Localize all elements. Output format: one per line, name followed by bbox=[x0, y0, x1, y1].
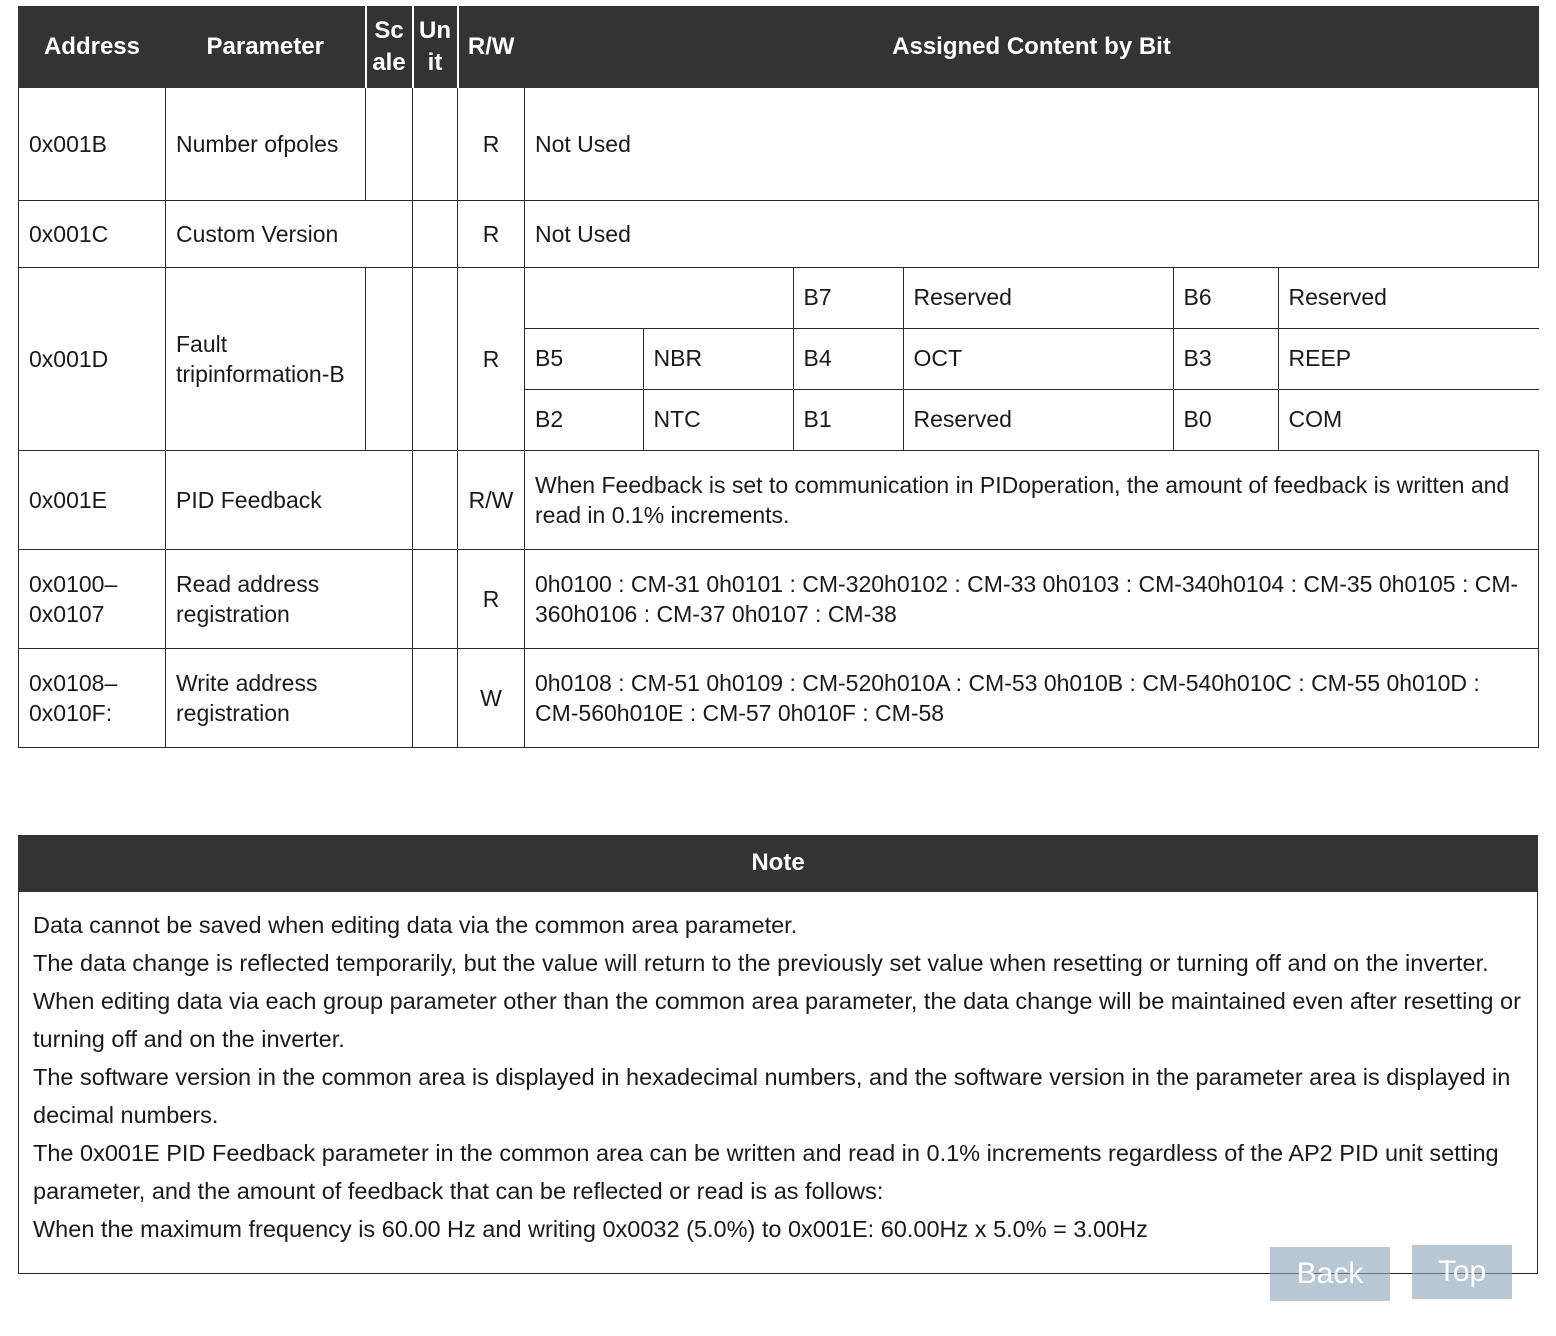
bit-value-b7: Reserved bbox=[903, 268, 1173, 329]
cell-scale bbox=[366, 268, 413, 451]
cell-content: Not Used bbox=[525, 201, 1539, 268]
table-header-row bbox=[19, 7, 1539, 88]
bit-label-b2: B2 bbox=[525, 390, 643, 451]
column-header-unit: Unit bbox=[413, 7, 458, 88]
table-row bbox=[19, 451, 1539, 550]
cell-rw: R bbox=[458, 88, 525, 201]
cell-unit bbox=[413, 88, 458, 201]
cell-address: 0x001E bbox=[19, 451, 166, 550]
cell-content: Not Used bbox=[525, 88, 1539, 201]
cell-address: 0x0108–0x010F: bbox=[19, 649, 166, 748]
note-line: When editing data via each group parameter other than the common area parameter, the data change will be maintained even after resetting or turning off and on the inverter. bbox=[33, 987, 1521, 1052]
note-line: The data change is reflected temporarily, but the value will return to the previously set value when resetting or turning off and on the inverter. bbox=[33, 949, 1489, 976]
bit-value-b3: REEP bbox=[1278, 329, 1539, 390]
bit-value-b6: Reserved bbox=[1278, 268, 1539, 329]
cell-parameter: PID Feedback bbox=[166, 451, 413, 550]
note-body bbox=[18, 892, 1538, 1274]
table-row bbox=[19, 201, 1539, 268]
cell-parameter: Custom Version bbox=[166, 201, 413, 268]
cell-scale bbox=[366, 88, 413, 201]
bit-value-b5: NBR bbox=[643, 329, 793, 390]
cell-unit bbox=[413, 451, 458, 550]
register-map-table bbox=[18, 6, 1539, 748]
column-header-parameter: Parameter bbox=[166, 7, 366, 88]
bit-label-b6: B6 bbox=[1173, 268, 1278, 329]
cell-parameter: Number ofpoles bbox=[166, 88, 366, 201]
bit-row bbox=[525, 268, 1539, 329]
cell-address: 0x0100–0x0107 bbox=[19, 550, 166, 649]
cell-content: 0h0108 : CM-51 0h0109 : CM-520h010A : CM-53 0h010B : CM-540h010C : CM-55 0h010D : CM-560h010E : CM-57 0h010F : CM-58 bbox=[525, 649, 1539, 748]
cell-parameter: Read address registration bbox=[166, 550, 413, 649]
column-header-address: Address bbox=[19, 7, 166, 88]
note-line: When the maximum frequency is 60.00 Hz and writing 0x0032 (5.0%) to 0x001E: 60.00Hz x 5.0% = 3.00Hz bbox=[33, 1216, 1148, 1243]
cell-unit bbox=[413, 201, 458, 268]
cell-content: When Feedback is set to communication in PIDoperation, the amount of feedback is written and read in 0.1% increments. bbox=[525, 451, 1539, 550]
cell-unit bbox=[413, 649, 458, 748]
column-header-rw: R/W bbox=[458, 7, 525, 88]
cell-content: 0h0100 : CM-31 0h0101 : CM-320h0102 : CM-33 0h0103 : CM-340h0104 : CM-35 0h0105 : CM-360h0106 : CM-37 0h0107 : CM-38 bbox=[525, 550, 1539, 649]
bit-label-b7: B7 bbox=[793, 268, 903, 329]
note-line: Data cannot be saved when editing data via the common area parameter. bbox=[33, 911, 798, 938]
bit-label-b3: B3 bbox=[1173, 329, 1278, 390]
floating-action-buttons bbox=[1270, 1247, 1512, 1301]
bit-value-b4: OCT bbox=[903, 329, 1173, 390]
cell-bit-assignment bbox=[525, 268, 1539, 451]
cell-address: 0x001B bbox=[19, 88, 166, 201]
bit-value-b2: NTC bbox=[643, 390, 793, 451]
cell-parameter: Write address registration bbox=[166, 649, 413, 748]
top-button[interactable]: Top bbox=[1412, 1245, 1512, 1299]
column-header-scale: Scale bbox=[366, 7, 413, 88]
cell-unit bbox=[413, 550, 458, 649]
bit-label-b1: B1 bbox=[793, 390, 903, 451]
column-header-assigned-content: Assigned Content by Bit bbox=[525, 7, 1539, 88]
cell-rw: R bbox=[458, 268, 525, 451]
bit-value-b0: COM bbox=[1278, 390, 1539, 451]
cell-address: 0x001C bbox=[19, 201, 166, 268]
bit-label-b4: B4 bbox=[793, 329, 903, 390]
bit-label-b5: B5 bbox=[525, 329, 643, 390]
bit-assignment-table bbox=[525, 268, 1539, 450]
bit-label-b0: B0 bbox=[1173, 390, 1278, 451]
bit-value-b1: Reserved bbox=[903, 390, 1173, 451]
table-row bbox=[19, 268, 1539, 451]
table-row bbox=[19, 550, 1539, 649]
note-line: The software version in the common area is displayed in hexadecimal numbers, and the software version in the parameter area is displayed in decimal numbers. bbox=[33, 1064, 1511, 1129]
bit-row bbox=[525, 329, 1539, 390]
table-row bbox=[19, 88, 1539, 201]
cell-parameter: Fault tripinformation-B bbox=[166, 268, 366, 451]
cell-rw: R/W bbox=[458, 451, 525, 550]
table-row bbox=[19, 649, 1539, 748]
cell-address: 0x001D bbox=[19, 268, 166, 451]
note-box bbox=[18, 835, 1538, 1274]
cell-rw: R bbox=[458, 550, 525, 649]
note-title: Note bbox=[18, 835, 1538, 892]
cell-rw: R bbox=[458, 201, 525, 268]
note-line: The 0x001E PID Feedback parameter in the common area can be written and read in 0.1% increments regardless of the AP2 PID unit setting parameter, and the amount of feedback that can be reflected or read is as follows: bbox=[33, 1140, 1499, 1205]
back-button[interactable]: Back bbox=[1270, 1247, 1390, 1301]
cell-rw: W bbox=[458, 649, 525, 748]
bit-row bbox=[525, 390, 1539, 451]
bit-cell-empty bbox=[525, 268, 793, 329]
cell-unit bbox=[413, 268, 458, 451]
